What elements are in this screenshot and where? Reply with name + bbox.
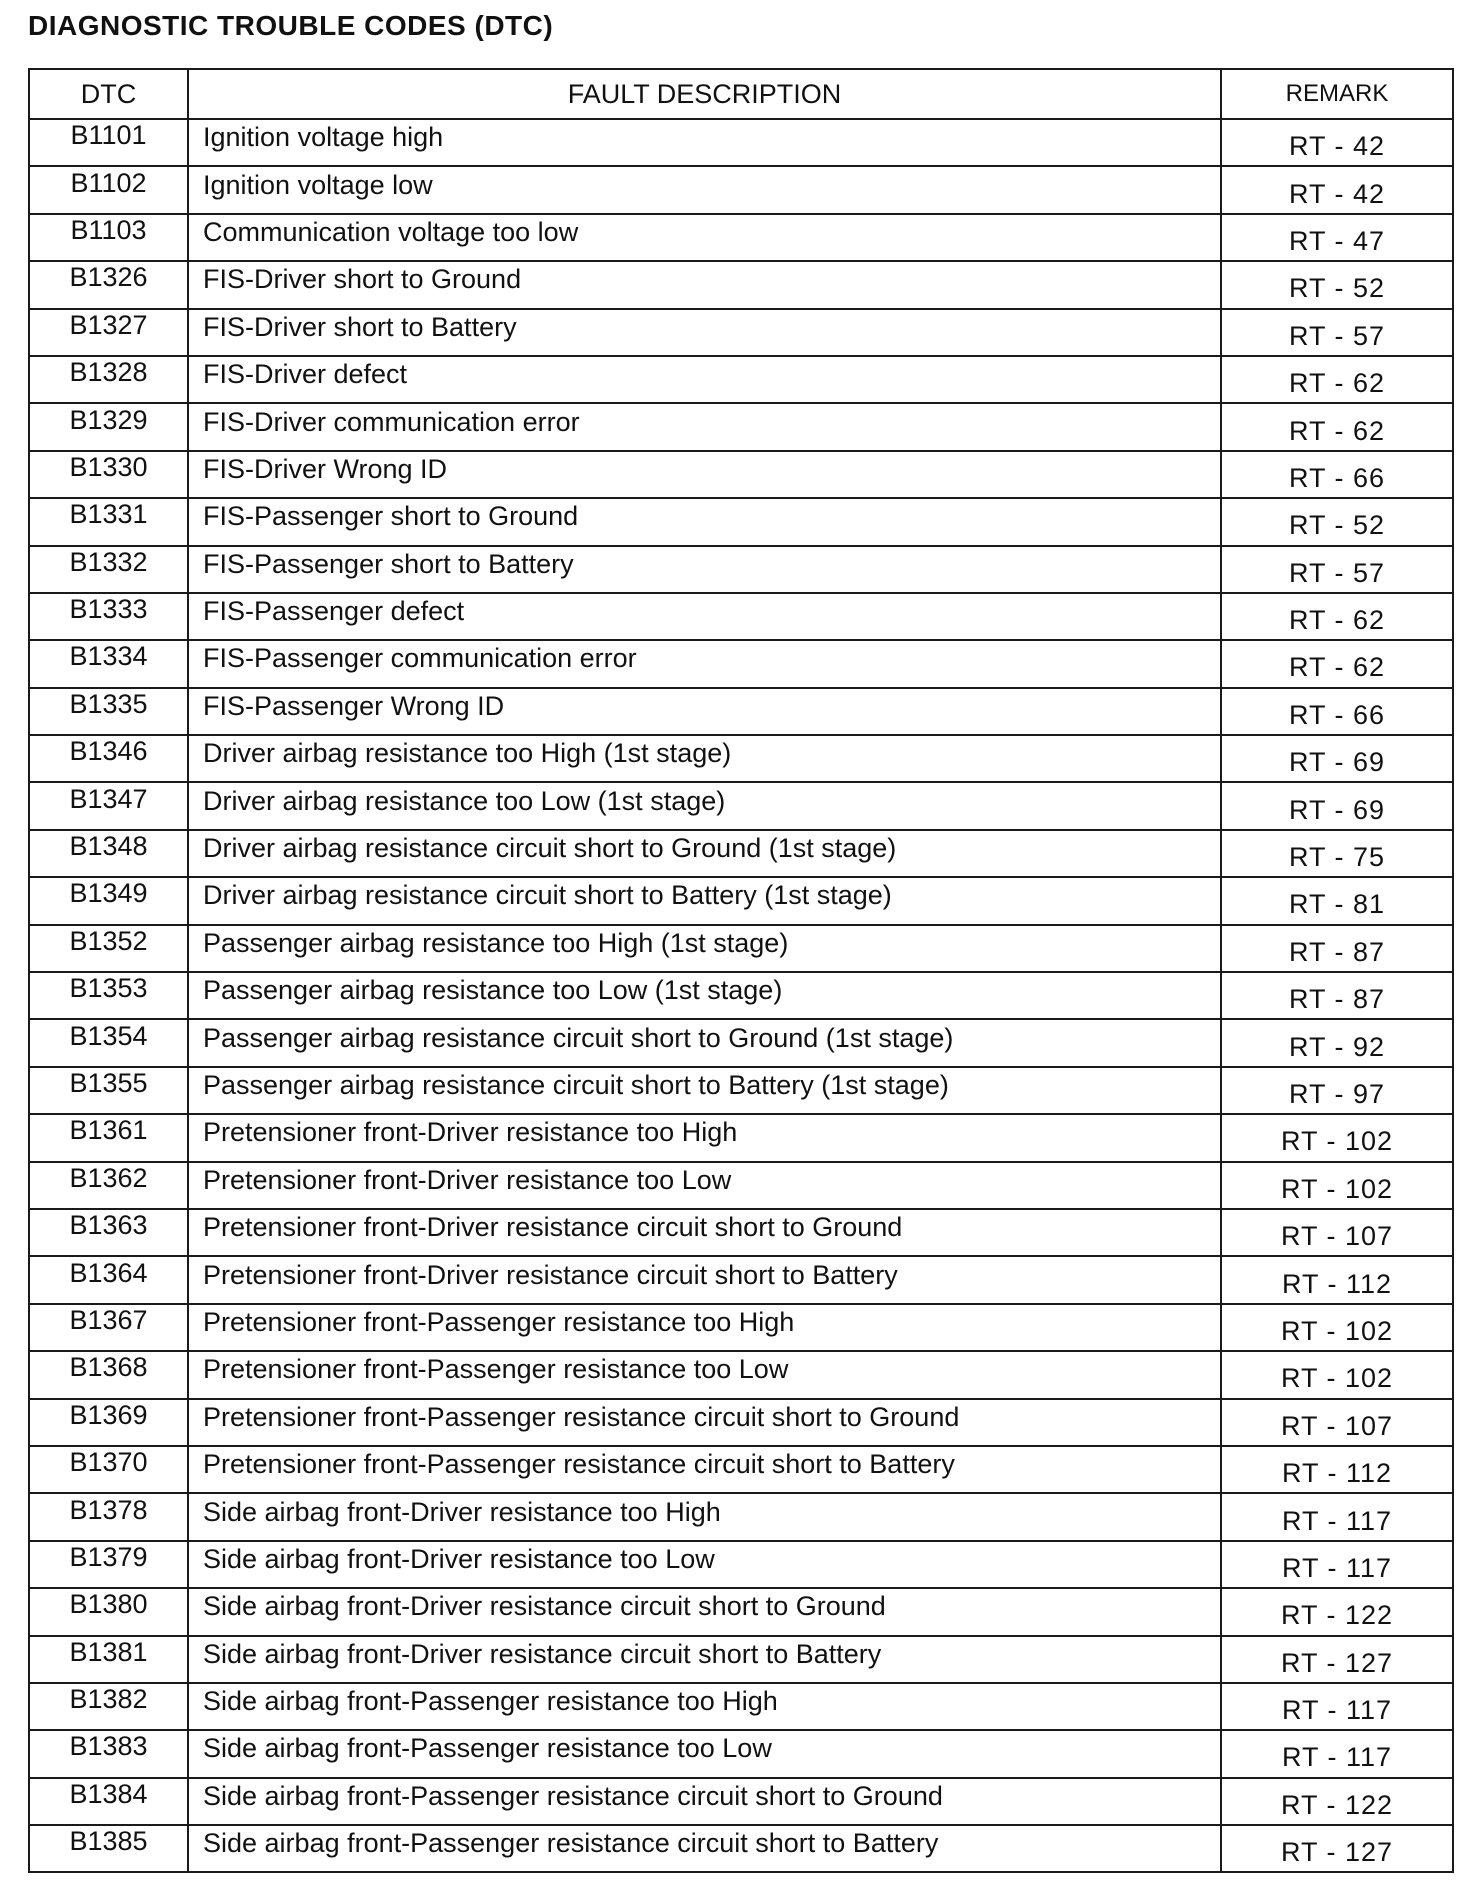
remark: RT - 117 [1281, 1695, 1393, 1726]
table-row [29, 1399, 1453, 1446]
fault-description-cell [188, 119, 1221, 166]
remark: RT - 112 [1281, 1458, 1393, 1489]
fault-description: FIS-Passenger short to Battery [203, 548, 574, 579]
fault-description-cell [188, 1304, 1221, 1351]
table-row [29, 214, 1453, 261]
remark-cell [1221, 1162, 1453, 1209]
dtc-code-cell [29, 403, 188, 450]
fault-description: Side airbag front-Driver resistance too High [203, 1496, 721, 1527]
dtc-code-cell [29, 735, 188, 782]
dtc-code-cell [29, 782, 188, 829]
fault-description-cell [188, 1493, 1221, 1540]
fault-description-cell [188, 1541, 1221, 1588]
fault-description-cell [188, 1067, 1221, 1114]
remark: RT - 102 [1280, 1315, 1394, 1346]
remark-cell [1221, 735, 1453, 782]
dtc-code-cell [29, 1683, 188, 1730]
remark-cell [1221, 1730, 1453, 1777]
table-row [29, 1588, 1453, 1635]
dtc-code: B1364 [69, 1257, 148, 1288]
remark: RT - 102 [1280, 1173, 1394, 1204]
dtc-code-cell [29, 1588, 188, 1635]
dtc-code: B1384 [69, 1778, 148, 1809]
fault-description-cell [188, 1446, 1221, 1493]
fault-description: FIS-Passenger Wrong ID [203, 690, 505, 721]
remark-cell [1221, 972, 1453, 1019]
remark: RT - 47 [1288, 225, 1386, 256]
remark: RT - 107 [1280, 1221, 1394, 1252]
remark-cell [1221, 1114, 1453, 1161]
fault-description: Side airbag front-Driver resistance circuit short to Ground [203, 1591, 886, 1622]
fault-description: Passenger airbag resistance circuit short to Battery (1st stage) [203, 1070, 949, 1100]
fault-description: FIS-Passenger short to Ground [203, 501, 579, 532]
remark-cell [1221, 925, 1453, 972]
remark: RT - 92 [1288, 1031, 1386, 1062]
fault-description: Pretensioner front-Driver resistance circuit short to Ground [203, 1212, 903, 1243]
fault-description: FIS-Driver defect [203, 359, 408, 390]
dtc-code: B1103 [70, 214, 147, 245]
remark-cell [1221, 214, 1453, 261]
table-row [29, 1683, 1453, 1730]
fault-description: Pretensioner front-Driver resistance circuit short to Battery [203, 1259, 898, 1290]
dtc-code-cell [29, 925, 188, 972]
remark-cell [1221, 1209, 1453, 1256]
dtc-code-cell [29, 1256, 188, 1303]
fault-description-cell [188, 546, 1221, 593]
page-title: DIAGNOSTIC TROUBLE CODES (DTC) [28, 10, 554, 41]
dtc-code-cell [29, 830, 188, 877]
dtc-code: B1368 [69, 1352, 148, 1383]
fault-description-cell [188, 309, 1221, 356]
dtc-code: B1381 [69, 1636, 148, 1667]
table-row [29, 403, 1453, 450]
fault-description: Passenger airbag resistance circuit short to Ground (1st stage) [203, 1022, 954, 1053]
dtc-code-cell [29, 877, 188, 924]
fault-description-cell [188, 782, 1221, 829]
fault-description-cell [188, 1114, 1221, 1161]
fault-description: Pretensioner front-Passenger resistance circuit short to Ground [203, 1401, 960, 1432]
fault-description-cell [188, 925, 1221, 972]
fault-description: Pretensioner front-Passenger resistance too High [203, 1306, 795, 1337]
fault-description-cell [188, 498, 1221, 545]
fault-description: Pretensioner front-Driver resistance too High [203, 1117, 738, 1148]
fault-description-cell [188, 261, 1221, 308]
fault-description-cell [188, 688, 1221, 735]
dtc-code: B1379 [69, 1541, 148, 1572]
fault-description-cell [188, 1256, 1221, 1303]
remark-cell [1221, 546, 1453, 593]
fault-description: Side airbag front-Passenger resistance circuit short to Battery [203, 1828, 939, 1859]
fault-description: FIS-Passenger communication error [203, 643, 637, 674]
table-row [29, 309, 1453, 356]
dtc-code-cell [29, 1399, 188, 1446]
dtc-code-cell [29, 1209, 188, 1256]
fault-description-cell [188, 166, 1221, 213]
dtc-code: B1361 [69, 1115, 148, 1146]
table-row [29, 1162, 1453, 1209]
dtc-code-cell [29, 1493, 188, 1540]
table-row [29, 166, 1453, 213]
remark: RT - 117 [1281, 1742, 1393, 1773]
remark-cell [1221, 1778, 1453, 1825]
dtc-code: B1362 [69, 1162, 148, 1193]
fault-description: FIS-Driver short to Ground [203, 264, 522, 295]
dtc-code-cell [29, 1730, 188, 1777]
fault-description: Side airbag front-Driver resistance circuit short to Battery [203, 1638, 882, 1669]
fault-description-cell [188, 403, 1221, 450]
dtc-code-cell [29, 1019, 188, 1066]
dtc-code: B1335 [69, 688, 148, 719]
remark-cell [1221, 1636, 1453, 1683]
dtc-code: B1330 [69, 451, 148, 482]
dtc-code: B1334 [69, 641, 148, 672]
remark: RT - 97 [1288, 1079, 1386, 1109]
dtc-code: B1383 [69, 1731, 148, 1762]
remark: RT - 62 [1288, 652, 1386, 683]
fault-description-cell [188, 640, 1221, 687]
table-row [29, 1541, 1453, 1588]
fault-description: Passenger airbag resistance too Low (1st stage) [203, 975, 783, 1006]
fault-description: Pretensioner front-Passenger resistance too Low [203, 1354, 789, 1385]
fault-description: Side airbag front-Passenger resistance too Low [203, 1733, 772, 1764]
remark: RT - 42 [1288, 131, 1386, 162]
fault-description-cell [188, 593, 1221, 640]
fault-description-cell [188, 1162, 1221, 1209]
fault-description: Passenger airbag resistance too High (1st stage) [203, 927, 789, 958]
remark: RT - 112 [1281, 1268, 1393, 1299]
remark: RT - 52 [1288, 510, 1386, 541]
fault-description-cell [188, 1636, 1221, 1683]
remark: RT - 62 [1288, 415, 1386, 446]
dtc-code: B1354 [69, 1020, 148, 1051]
table-row [29, 1446, 1453, 1493]
remark: RT - 87 [1288, 936, 1386, 967]
remark-cell [1221, 356, 1453, 403]
fault-description-cell [188, 972, 1221, 1019]
dtc-code-cell [29, 1778, 188, 1825]
dtc-code-cell [29, 1162, 188, 1209]
fault-description: Driver airbag resistance too Low (1st stage) [203, 785, 726, 816]
remark: RT - 42 [1288, 178, 1386, 209]
remark-cell [1221, 261, 1453, 308]
fault-description-cell [188, 1730, 1221, 1777]
dtc-code: B1382 [69, 1684, 148, 1715]
dtc-code: B1352 [69, 925, 148, 956]
remark-cell [1221, 1256, 1453, 1303]
remark-cell [1221, 309, 1453, 356]
remark-cell [1221, 451, 1453, 498]
dtc-code-cell [29, 546, 188, 593]
dtc-code-cell [29, 1636, 188, 1683]
remark: RT - 87 [1288, 984, 1386, 1015]
remark: RT - 57 [1288, 320, 1386, 351]
column-header-dtc: DTC [29, 69, 188, 119]
dtc-code: B1347 [69, 783, 148, 814]
remark: RT - 127 [1280, 1647, 1394, 1678]
fault-description: Communication voltage too low [203, 216, 579, 247]
dtc-code-cell [29, 688, 188, 735]
remark-cell [1221, 403, 1453, 450]
remark-cell [1221, 830, 1453, 877]
remark: RT - 69 [1288, 747, 1386, 778]
dtc-code: B1102 [70, 167, 147, 198]
table-row [29, 735, 1453, 782]
table-row [29, 972, 1453, 1019]
remark: RT - 69 [1288, 794, 1386, 825]
table-row [29, 451, 1453, 498]
fault-description-cell [188, 735, 1221, 782]
fault-description-cell [188, 1351, 1221, 1398]
remark-cell [1221, 498, 1453, 545]
table-row [29, 640, 1453, 687]
dtc-code-cell [29, 1304, 188, 1351]
table-row [29, 1019, 1453, 1066]
table-row [29, 1493, 1453, 1540]
dtc-code: B1385 [69, 1826, 148, 1857]
table-row [29, 1825, 1453, 1872]
table-row [29, 1636, 1453, 1683]
table-row [29, 1778, 1453, 1825]
fault-description: Driver airbag resistance circuit short to Battery (1st stage) [203, 880, 892, 911]
dtc-code: B1363 [69, 1210, 148, 1241]
dtc-code: B1370 [69, 1447, 148, 1478]
remark-cell [1221, 1493, 1453, 1540]
dtc-code: B1378 [69, 1494, 148, 1525]
dtc-code: B1328 [69, 357, 148, 388]
dtc-code: B1331 [69, 499, 148, 530]
dtc-code: B1332 [69, 546, 148, 577]
remark: RT - 66 [1288, 462, 1386, 493]
table-row [29, 119, 1453, 166]
dtc-code-cell [29, 166, 188, 213]
dtc-code-cell [29, 119, 188, 166]
fault-description: FIS-Driver short to Battery [203, 311, 517, 342]
fault-description-cell [188, 1683, 1221, 1730]
remark-cell [1221, 1399, 1453, 1446]
fault-description: Side airbag front-Passenger resistance too High [203, 1686, 778, 1717]
remark-cell [1221, 782, 1453, 829]
remark-cell [1221, 1304, 1453, 1351]
remark: RT - 117 [1281, 1552, 1393, 1583]
remark: RT - 117 [1281, 1505, 1393, 1536]
table-row [29, 830, 1453, 877]
fault-description-cell [188, 451, 1221, 498]
dtc-code-cell [29, 1825, 188, 1872]
table-row [29, 688, 1453, 735]
fault-description: FIS-Passenger defect [203, 596, 465, 627]
table-row [29, 877, 1453, 924]
table-row [29, 498, 1453, 545]
dtc-code-cell [29, 972, 188, 1019]
table-row [29, 1067, 1453, 1114]
dtc-code-cell [29, 1351, 188, 1398]
remark-cell [1221, 1588, 1453, 1635]
remark-cell [1221, 688, 1453, 735]
dtc-code: B1346 [69, 736, 148, 767]
dtc-code: B1380 [69, 1589, 148, 1620]
fault-description: Pretensioner front-Driver resistance too Low [203, 1164, 732, 1195]
remark-cell [1221, 166, 1453, 213]
dtc-code-cell [29, 1541, 188, 1588]
remark: RT - 75 [1288, 842, 1386, 873]
dtc-code-cell [29, 498, 188, 545]
remark-cell [1221, 640, 1453, 687]
dtc-code: B1348 [69, 831, 148, 862]
fault-description: Pretensioner front-Passenger resistance circuit short to Battery [203, 1449, 955, 1480]
dtc-code-cell [29, 1446, 188, 1493]
column-header-remark: REMARK [1221, 69, 1453, 119]
remark-cell [1221, 593, 1453, 640]
remark-cell [1221, 1067, 1453, 1114]
fault-description: Driver airbag resistance too High (1st stage) [203, 738, 732, 769]
dtc-code-cell [29, 1114, 188, 1161]
fault-description-cell [188, 1209, 1221, 1256]
dtc-code: B1349 [69, 878, 148, 909]
remark-cell [1221, 1825, 1453, 1872]
dtc-code: B1369 [69, 1399, 148, 1430]
fault-description: Ignition voltage high [203, 122, 444, 153]
table-row [29, 261, 1453, 308]
remark-cell [1221, 877, 1453, 924]
table-row [29, 1304, 1453, 1351]
remark-cell [1221, 1683, 1453, 1730]
table-row [29, 925, 1453, 972]
column-header-fault-description: FAULT DESCRIPTION [188, 69, 1221, 119]
remark: RT - 81 [1288, 889, 1386, 920]
remark-cell [1221, 1541, 1453, 1588]
remark: RT - 122 [1280, 1600, 1394, 1631]
remark: RT - 52 [1288, 273, 1386, 304]
table-body [29, 119, 1453, 1872]
dtc-code-cell [29, 261, 188, 308]
remark-cell [1221, 1446, 1453, 1493]
table-row [29, 1256, 1453, 1303]
fault-description: FIS-Driver Wrong ID [203, 453, 448, 484]
dtc-code-cell [29, 356, 188, 403]
table-row [29, 546, 1453, 593]
fault-description: FIS-Driver communication error [203, 406, 580, 437]
remark: RT - 57 [1288, 557, 1386, 588]
dtc-code-cell [29, 593, 188, 640]
table-header-row [29, 69, 1453, 119]
dtc-code: B1327 [69, 309, 148, 340]
dtc-code: B1353 [69, 973, 148, 1004]
table-row [29, 593, 1453, 640]
dtc-code-cell [29, 214, 188, 261]
dtc-code: B1333 [69, 594, 148, 625]
remark: RT - 102 [1280, 1126, 1394, 1157]
remark-cell [1221, 1351, 1453, 1398]
dtc-code-cell [29, 451, 188, 498]
fault-description-cell [188, 1588, 1221, 1635]
dtc-code: B1367 [69, 1304, 148, 1335]
remark: RT - 102 [1280, 1363, 1394, 1394]
remark: RT - 127 [1280, 1837, 1394, 1868]
fault-description: Side airbag front-Driver resistance too Low [203, 1543, 715, 1574]
dtc-code-cell [29, 1067, 188, 1114]
remark: RT - 107 [1280, 1410, 1394, 1441]
remark: RT - 62 [1288, 368, 1386, 399]
table-row [29, 1351, 1453, 1398]
fault-description: Side airbag front-Passenger resistance circuit short to Ground [203, 1780, 943, 1811]
fault-description-cell [188, 1019, 1221, 1066]
table-row [29, 356, 1453, 403]
dtc-code-cell [29, 640, 188, 687]
remark: RT - 62 [1288, 605, 1386, 636]
table-row [29, 782, 1453, 829]
fault-description: Ignition voltage low [203, 169, 433, 200]
fault-description-cell [188, 1825, 1221, 1872]
table-row [29, 1209, 1453, 1256]
fault-description-cell [188, 1399, 1221, 1446]
remark-cell [1221, 1019, 1453, 1066]
fault-description-cell [188, 214, 1221, 261]
fault-description: Driver airbag resistance circuit short to Ground (1st stage) [203, 833, 897, 864]
dtc-code-cell [29, 309, 188, 356]
dtc-code: B1355 [69, 1068, 148, 1098]
table-row [29, 1114, 1453, 1161]
dtc-code: B1329 [69, 404, 148, 435]
fault-description-cell [188, 830, 1221, 877]
table-row [29, 1730, 1453, 1777]
remark: RT - 122 [1280, 1789, 1394, 1820]
dtc-code: B1101 [70, 120, 147, 151]
fault-description-cell [188, 1778, 1221, 1825]
fault-description-cell [188, 356, 1221, 403]
remark: RT - 66 [1288, 699, 1386, 730]
dtc-table [28, 68, 1454, 1873]
fault-description-cell [188, 877, 1221, 924]
dtc-code: B1326 [69, 262, 148, 293]
remark-cell [1221, 119, 1453, 166]
